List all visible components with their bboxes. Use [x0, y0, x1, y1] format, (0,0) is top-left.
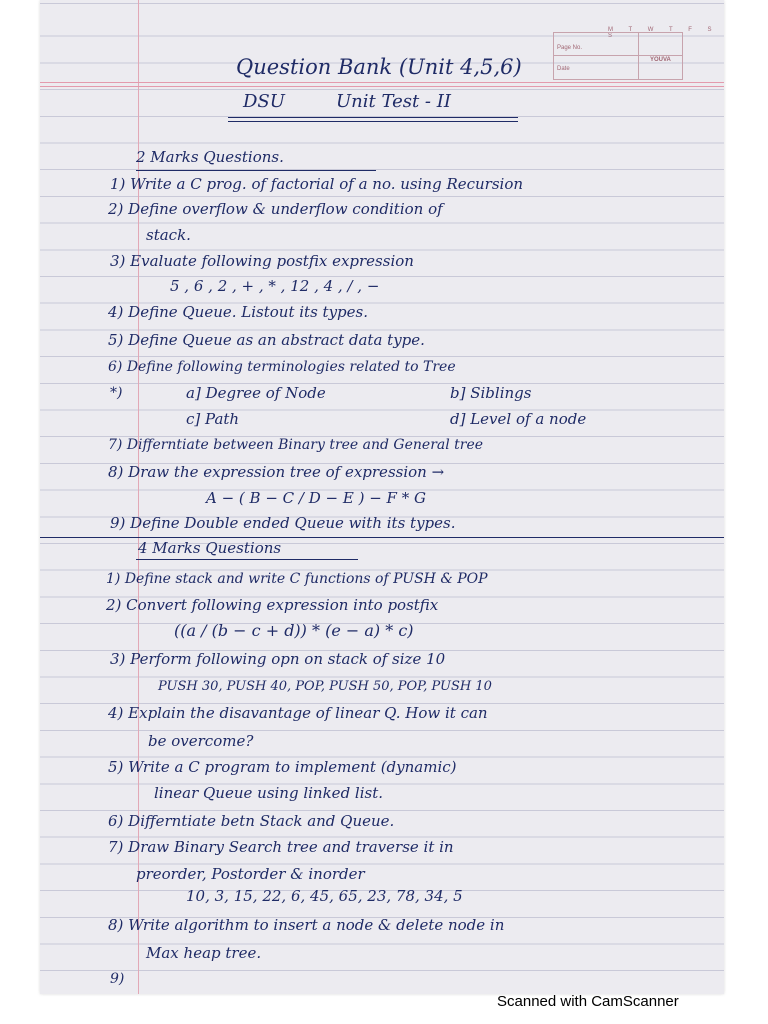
q4-4b: be overcome?: [148, 732, 254, 750]
header-rule-bottom: [40, 86, 724, 87]
q2-4: 4) Define Queue. Listout its types.: [108, 303, 368, 321]
q2-6c: c] Path: [186, 410, 240, 428]
q2-5: 5) Define Queue as an abstract data type.: [108, 331, 425, 349]
q4-7a: 7) Draw Binary Search tree and traverse it in: [108, 838, 454, 856]
subject-label: DSU: [243, 91, 285, 112]
q2-6-marker: *): [110, 385, 123, 401]
date-label: Date: [557, 66, 570, 72]
test-label: Unit Test - II: [336, 91, 451, 112]
q4-5a: 5) Write a C program to implement (dynamic): [108, 758, 457, 776]
q4-8a: 8) Write algorithm to insert a node & delete node in: [108, 916, 505, 934]
q4-3: 3) Perform following opn on stack of size 10: [110, 650, 446, 668]
q2-9: 9) Define Double ended Queue with its types.: [110, 514, 456, 532]
q2-6a: a] Degree of Node: [186, 384, 326, 402]
q2-7: 7) Differntiate between Binary tree and General tree: [108, 437, 484, 453]
q4-4a: 4) Explain the disavantage of linear Q. How it can: [108, 704, 488, 722]
q4-2: 2) Convert following expression into postfix: [106, 596, 439, 614]
q4-9: 9): [110, 971, 125, 987]
q4-2-expression: ((a / (b − c + d)) * (e − a) * c): [174, 621, 414, 640]
q2-6b: b] Siblings: [450, 384, 532, 402]
section-4-marks-heading: 4 Marks Questions: [138, 539, 282, 557]
section-separator: [40, 537, 724, 538]
brand-logo: YOUVA: [650, 57, 671, 63]
header-rule-top: [40, 82, 724, 83]
q2-2a: 2) Define overflow & underflow condition of: [108, 200, 443, 218]
q2-6: 6) Define following terminologies related to Tree: [108, 359, 456, 375]
q4-7b: preorder, Postorder & inorder: [136, 865, 365, 883]
weekdays-strip: M T W T F S S: [608, 27, 719, 39]
q2-3b: 5 , 6 , 2 , + , * , 12 , 4 , / , −: [170, 277, 380, 295]
q2-8: 8) Draw the expression tree of expression →: [108, 463, 445, 481]
q4-7-numbers: 10, 3, 15, 22, 6, 45, 65, 23, 78, 34, 5: [186, 887, 463, 905]
scanner-watermark: Scanned with CamScanner: [497, 993, 679, 1010]
title-underline-1: [228, 117, 518, 118]
q2-2b: stack.: [146, 226, 191, 244]
section-4-underline: [136, 559, 358, 560]
q2-8-expression: A − ( B − C / D − E ) − F * G: [206, 489, 426, 507]
q2-3a: 3) Evaluate following postfix expression: [110, 252, 414, 270]
section-2-marks-heading: 2 Marks Questions.: [136, 148, 284, 166]
section-2-underline: [136, 170, 376, 171]
page-number-box: [553, 32, 683, 80]
q2-1: 1) Write a C prog. of factorial of a no. using Recursion: [110, 175, 524, 193]
q2-6d: d] Level of a node: [450, 410, 587, 428]
page-no-label: Page No.: [557, 45, 583, 51]
q4-5b: linear Queue using linked list.: [154, 784, 384, 802]
title-underline-2: [228, 121, 518, 122]
q4-1: 1) Define stack and write C functions of PUSH & POP: [106, 571, 488, 587]
page-title: Question Bank (Unit 4,5,6): [236, 55, 522, 79]
q4-8b: Max heap tree.: [146, 944, 262, 962]
q4-6: 6) Differntiate betn Stack and Queue.: [108, 812, 395, 830]
q4-3-operations: PUSH 30, PUSH 40, POP, PUSH 50, POP, PUSH 10: [158, 679, 492, 694]
